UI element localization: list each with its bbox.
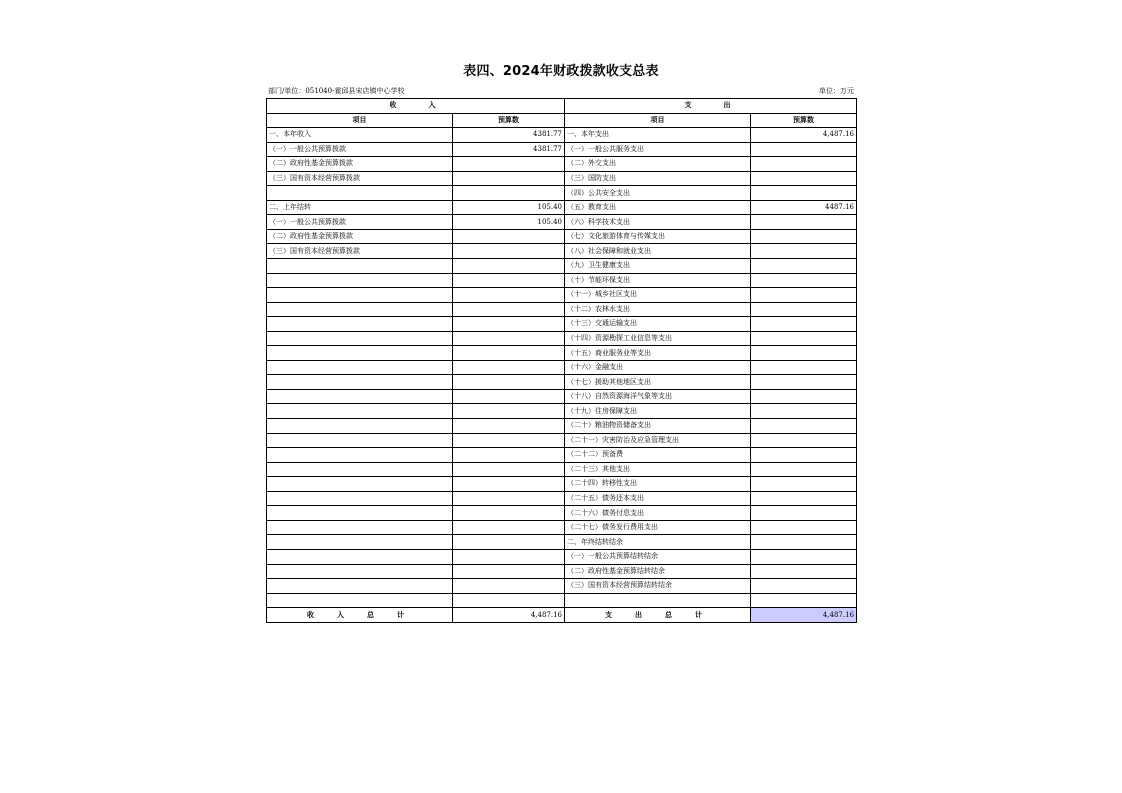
expense-item-cell: （十九）住房保障支出 xyxy=(565,404,751,419)
expense-value-cell xyxy=(751,448,857,463)
expense-value-cell xyxy=(751,579,857,594)
expense-item-cell: （二十六）债务付息支出 xyxy=(565,506,751,521)
expense-value-cell xyxy=(751,171,857,186)
income-item-cell xyxy=(267,491,453,506)
table-row xyxy=(267,128,857,143)
expense-item-cell: （二十二）预备费 xyxy=(565,448,751,463)
expense-value-cell xyxy=(751,331,857,346)
table-row xyxy=(267,215,857,230)
expense-item-cell: （十五）商业服务业等支出 xyxy=(565,346,751,361)
expense-value-cell xyxy=(751,491,857,506)
table-row xyxy=(267,171,857,186)
expense-value-cell xyxy=(751,346,857,361)
expense-item-cell: （九）卫生健康支出 xyxy=(565,259,751,274)
income-item-header: 项目 xyxy=(267,113,453,128)
expense-total-value: 4,487.16 xyxy=(751,608,857,623)
income-value-cell xyxy=(453,491,565,506)
expense-value-cell xyxy=(751,259,857,274)
income-value-cell xyxy=(453,157,565,172)
income-value-cell xyxy=(453,288,565,303)
expense-item-cell: （二十七）债务发行费用支出 xyxy=(565,520,751,535)
table-row xyxy=(267,433,857,448)
expense-value-cell xyxy=(751,229,857,244)
table-row xyxy=(267,244,857,259)
table-row xyxy=(267,259,857,274)
expense-item-cell: （六）科学技术支出 xyxy=(565,215,751,230)
income-item-cell: 一、本年收入 xyxy=(267,128,453,143)
income-item-cell xyxy=(267,477,453,492)
table-row xyxy=(267,157,857,172)
income-budget-header: 预算数 xyxy=(453,113,565,128)
expense-item-cell: （十四）资源勘探工业信息等支出 xyxy=(565,331,751,346)
expense-total-label: 支 出 总 计 xyxy=(565,608,751,623)
income-item-cell: （一）一般公共预算拨款 xyxy=(267,142,453,157)
expense-value-cell xyxy=(751,404,857,419)
income-value-cell xyxy=(453,549,565,564)
income-value-cell xyxy=(453,331,565,346)
expense-header: 支 出 xyxy=(565,99,857,114)
budget-table xyxy=(266,98,857,623)
income-item-cell xyxy=(267,549,453,564)
expense-value-cell xyxy=(751,244,857,259)
expense-value-cell: 4487.16 xyxy=(751,200,857,215)
income-value-cell xyxy=(453,171,565,186)
expense-value-cell xyxy=(751,593,857,608)
table-row xyxy=(267,579,857,594)
table-row xyxy=(267,389,857,404)
table-row xyxy=(267,419,857,434)
table-row xyxy=(267,229,857,244)
expense-item-cell: （七）文化旅游体育与传媒支出 xyxy=(565,229,751,244)
income-item-cell xyxy=(267,433,453,448)
expense-value-cell xyxy=(751,549,857,564)
income-item-cell xyxy=(267,419,453,434)
expense-value-cell xyxy=(751,142,857,157)
income-value-cell xyxy=(453,302,565,317)
income-item-cell xyxy=(267,389,453,404)
expense-value-cell xyxy=(751,506,857,521)
income-item-cell xyxy=(267,462,453,477)
expense-item-cell: 二、年终结转结余 xyxy=(565,535,751,550)
income-item-cell xyxy=(267,506,453,521)
income-value-cell xyxy=(453,229,565,244)
income-value-cell xyxy=(453,579,565,594)
table-row xyxy=(267,375,857,390)
expense-value-cell xyxy=(751,520,857,535)
expense-value-cell: 4,487.16 xyxy=(751,128,857,143)
table-body xyxy=(267,128,857,608)
table-row xyxy=(267,448,857,463)
table-row xyxy=(267,186,857,201)
table-row xyxy=(267,360,857,375)
expense-item-cell: （十八）自然资源海洋气象等支出 xyxy=(565,389,751,404)
income-value-cell xyxy=(453,433,565,448)
expense-item-cell: （二十）粮油物资储备支出 xyxy=(565,419,751,434)
expense-item-cell: （十三）交通运输支出 xyxy=(565,317,751,332)
income-item-cell xyxy=(267,346,453,361)
table-row xyxy=(267,520,857,535)
income-value-cell xyxy=(453,506,565,521)
income-item-cell xyxy=(267,273,453,288)
expense-value-cell xyxy=(751,360,857,375)
table-row xyxy=(267,200,857,215)
expense-value-cell xyxy=(751,375,857,390)
income-total-label: 收 入 总 计 xyxy=(267,608,453,623)
expense-item-cell: （二十五）债务还本支出 xyxy=(565,491,751,506)
income-value-cell xyxy=(453,564,565,579)
expense-item-cell: （一）一般公共服务支出 xyxy=(565,142,751,157)
table-row xyxy=(267,593,857,608)
table-row xyxy=(267,404,857,419)
income-item-cell: 二、上年结转 xyxy=(267,200,453,215)
expense-value-cell xyxy=(751,535,857,550)
income-item-cell xyxy=(267,375,453,390)
unit-label: 单位：万元 xyxy=(819,87,854,95)
table-section-header-row xyxy=(267,99,857,114)
income-value-cell xyxy=(453,389,565,404)
expense-value-cell xyxy=(751,419,857,434)
expense-value-cell xyxy=(751,433,857,448)
income-item-cell xyxy=(267,564,453,579)
income-item-cell xyxy=(267,186,453,201)
income-total-value: 4,487.16 xyxy=(453,608,565,623)
income-value-cell xyxy=(453,448,565,463)
table-row xyxy=(267,288,857,303)
income-value-cell xyxy=(453,186,565,201)
income-item-cell xyxy=(267,360,453,375)
table-row xyxy=(267,317,857,332)
expense-value-cell xyxy=(751,186,857,201)
expense-item-cell: （十六）金融支出 xyxy=(565,360,751,375)
table-row xyxy=(267,331,857,346)
table-column-header-row xyxy=(267,113,857,128)
expense-item-cell: （八）社会保障和就业支出 xyxy=(565,244,751,259)
income-value-cell: 105.40 xyxy=(453,215,565,230)
income-value-cell xyxy=(453,462,565,477)
expense-item-cell: （十一）城乡社区支出 xyxy=(565,288,751,303)
income-item-cell xyxy=(267,331,453,346)
income-value-cell xyxy=(453,360,565,375)
income-item-cell: （二）政府性基金预算拨款 xyxy=(267,229,453,244)
income-item-cell xyxy=(267,259,453,274)
income-value-cell xyxy=(453,273,565,288)
table-row xyxy=(267,346,857,361)
income-value-cell xyxy=(453,520,565,535)
income-item-cell xyxy=(267,579,453,594)
income-item-cell xyxy=(267,593,453,608)
expense-value-cell xyxy=(751,564,857,579)
total-row xyxy=(267,608,857,623)
table-row xyxy=(267,273,857,288)
income-value-cell: 4381.77 xyxy=(453,128,565,143)
income-item-cell: （三）国有资本经营预算拨款 xyxy=(267,244,453,259)
expense-value-cell xyxy=(751,157,857,172)
expense-item-cell xyxy=(565,593,751,608)
expense-item-cell: （四）公共安全支出 xyxy=(565,186,751,201)
income-item-cell xyxy=(267,317,453,332)
expense-value-cell xyxy=(751,477,857,492)
income-value-cell xyxy=(453,375,565,390)
table-row xyxy=(267,506,857,521)
income-item-cell xyxy=(267,404,453,419)
expense-value-cell xyxy=(751,462,857,477)
income-value-cell xyxy=(453,346,565,361)
income-value-cell xyxy=(453,244,565,259)
expense-item-header: 项目 xyxy=(565,113,751,128)
income-item-cell xyxy=(267,302,453,317)
expense-value-cell xyxy=(751,288,857,303)
expense-item-cell: （二十一）灾害防治及应急管理支出 xyxy=(565,433,751,448)
table-row xyxy=(267,549,857,564)
income-value-cell xyxy=(453,259,565,274)
income-value-cell xyxy=(453,419,565,434)
table-row xyxy=(267,302,857,317)
expense-value-cell xyxy=(751,317,857,332)
expense-item-cell: （二）外交支出 xyxy=(565,157,751,172)
income-item-cell: （一）一般公共预算拨款 xyxy=(267,215,453,230)
expense-item-cell: （十二）农林水支出 xyxy=(565,302,751,317)
table-row xyxy=(267,491,857,506)
income-value-cell xyxy=(453,535,565,550)
income-item-cell xyxy=(267,448,453,463)
income-item-cell xyxy=(267,535,453,550)
table-row xyxy=(267,535,857,550)
income-value-cell: 105.40 xyxy=(453,200,565,215)
income-item-cell xyxy=(267,520,453,535)
table-row xyxy=(267,564,857,579)
income-item-cell xyxy=(267,288,453,303)
income-item-cell: （二）政府性基金预算拨款 xyxy=(267,157,453,172)
expense-value-cell xyxy=(751,215,857,230)
expense-item-cell: 一、本年支出 xyxy=(565,128,751,143)
expense-item-cell: （二十三）其他支出 xyxy=(565,462,751,477)
expense-item-cell: （三）国防支出 xyxy=(565,171,751,186)
table-row xyxy=(267,477,857,492)
expense-item-cell: （二）政府性基金预算结转结余 xyxy=(565,564,751,579)
expense-budget-header: 预算数 xyxy=(751,113,857,128)
income-value-cell xyxy=(453,404,565,419)
expense-value-cell xyxy=(751,389,857,404)
department-label: 部门/单位：051040-霍邱县宋店镇中心学校 xyxy=(268,87,405,95)
income-value-cell xyxy=(453,317,565,332)
expense-item-cell: （五）教育支出 xyxy=(565,200,751,215)
expense-value-cell xyxy=(751,273,857,288)
income-value-cell xyxy=(453,593,565,608)
table-row xyxy=(267,462,857,477)
page-title: 表四、2024年财政拨款收支总表 xyxy=(463,64,659,79)
expense-item-cell: （十）节能环保支出 xyxy=(565,273,751,288)
expense-item-cell: （十七）援助其他地区支出 xyxy=(565,375,751,390)
table-row xyxy=(267,142,857,157)
expense-item-cell: （一）一般公共预算结转结余 xyxy=(565,549,751,564)
income-value-cell xyxy=(453,477,565,492)
income-item-cell: （三）国有资本经营预算拨款 xyxy=(267,171,453,186)
income-value-cell: 4381.77 xyxy=(453,142,565,157)
expense-item-cell: （二十四）转移性支出 xyxy=(565,477,751,492)
expense-value-cell xyxy=(751,302,857,317)
income-header: 收 入 xyxy=(267,99,565,114)
expense-item-cell: （三）国有资本经营预算结转结余 xyxy=(565,579,751,594)
